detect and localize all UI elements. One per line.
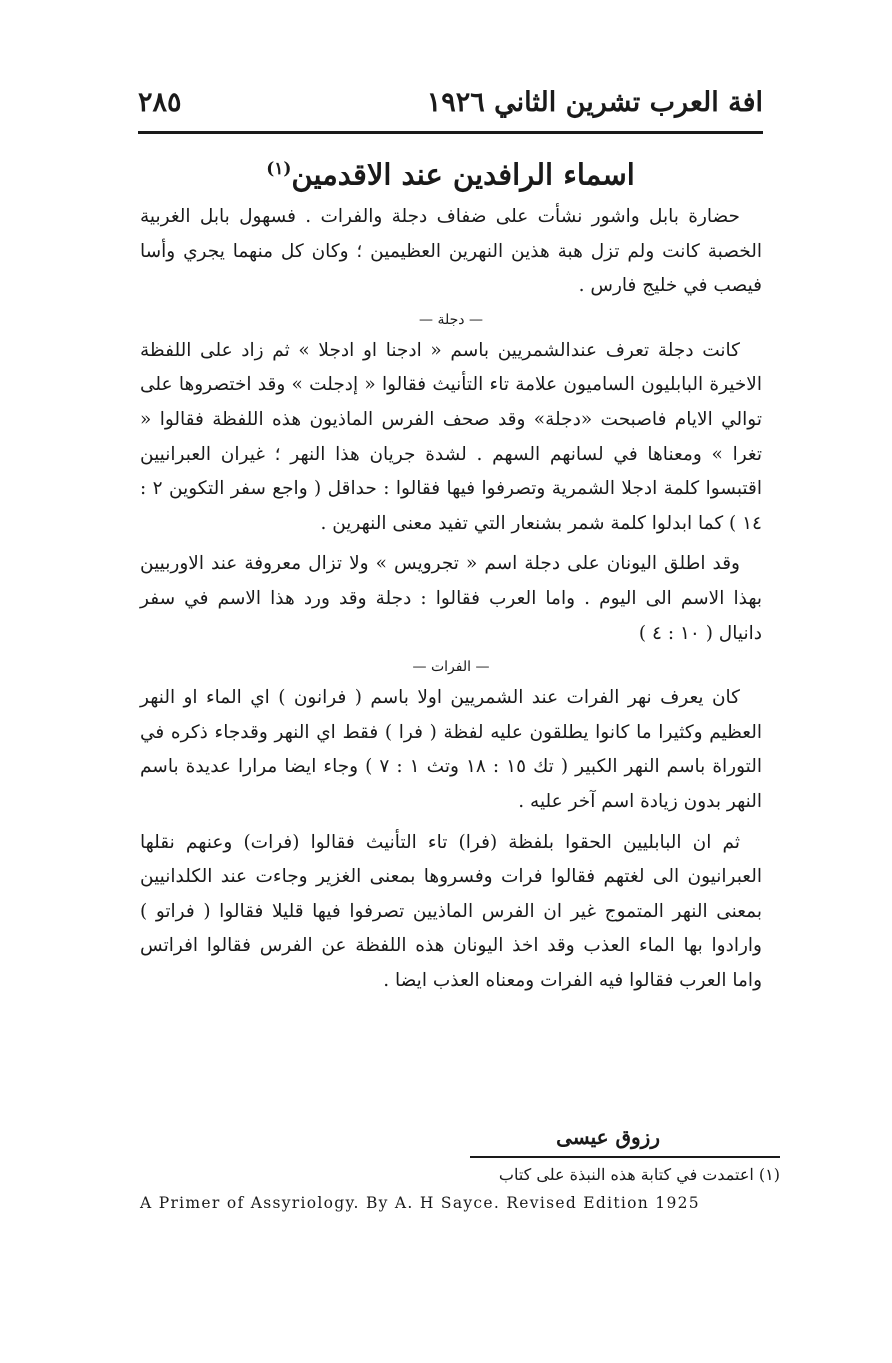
footnote-english: A Primer of Assyriology. By A. H Sayce. Revised Edition 1925 bbox=[140, 1194, 700, 1212]
article-title bbox=[138, 148, 763, 196]
section-heading-dijla: — دجلة — bbox=[419, 311, 483, 328]
dijla-paragraph-1: كانت دجلة تعرف عندالشمريين باسم « ادجنا او ادجلا » ثم زاد على اللفظة الاخيرة البابليون الساميون علامة تاء التأنيث فقالوا « إدجلت » وقد اختصروها على توالي الايام فاصبحت «دجلة» وقد صحف الفرس الماذيون هذه اللفظة فقالوا « تغرا » ومعناها في لسانهم السهم . لشدة جريان هذا النهر ؛ غيران العبرانيين اقتبسوا كلمة ادجلا الشمرية وتصرفوا فيها فقالوا : حداقل ( واجع سفر التكوين ٢ : ١٤ ) كما ابدلوا كلمة شمر بشنعار التي تفيد معنى النهرين . bbox=[140, 339, 762, 534]
furat-paragraph-2: ثم ان البابليين الحقوا بلفظة (فرا) تاء التأنيث فقالوا (فرات) وعنهم نقلها العبرانيون الى لغتهم فقالوا فرات وفسروها بمعنى الغزير وجاءت عند الكلدانيين بمعنى النهر المتموج غير ان الفرس الماذيين تصرفوا فيها قليلا فقالوا ( فراتو ) وارادوا بها الماء العذب وقد اخذ اليونان هذه اللفظة عن الفرس فقالوا افراتس واما العرب فقالوا فيه الفرات ومعناه العذب ايضا . bbox=[140, 831, 762, 991]
author-signature: رزوق عيسى bbox=[556, 1125, 660, 1149]
dijla-paragraph-2: وقد اطلق اليونان على دجلة اسم « تجرويس » ولا تزال معروفة عند الاوربيين بهذا الاسم الى اليوم . واما العرب فقالوا : دجلة وقد ورد هذا الاسم في سفر دانيال ( ١٠ : ٤ ) bbox=[140, 553, 762, 644]
running-title: افة العرب تشرين الثاني ١٩٢٦ bbox=[426, 86, 763, 118]
footnote-arabic: (١) اعتمدت في كتابة هذه النبذة على كتاب bbox=[498, 1165, 780, 1184]
furat-paragraph-1: كان يعرف نهر الفرات عند الشمريين اولا باسم ( فرانون ) اي الماء او النهر العظيم وكثيرا ما كانوا يطلقون عليه لفظة ( فرا ) فقط اي النهر وقدجاء ذكره في التوراة باسم النهر الكبير ( تك ١٥ : ١٨ وتث ١ : ٧ ) وجاء ايضا مرارا عديدة باسم النهر بدون زيادة اسم آخر عليه . bbox=[140, 687, 763, 812]
intro-paragraph: حضارة بابل واشور نشأت على ضفاف دجلة والفرات . فسهول بابل الغربية الخصبة كانت ولم تزل هبة هذين النهرين العظيمين ؛ وكان كل منهما يجري وأسا فيصب في خليج فارس . bbox=[140, 206, 762, 297]
header-rule bbox=[138, 131, 763, 134]
section-heading-furat: — الفرات — bbox=[412, 659, 490, 676]
footnote-rule bbox=[470, 1156, 780, 1158]
article-body bbox=[140, 200, 762, 1004]
title-footnote-marker: (١) bbox=[266, 159, 292, 179]
running-header bbox=[138, 78, 763, 126]
article-title-text: اسماء الرافدين عند الاقدمين bbox=[291, 157, 635, 192]
page-number: ٢٨٥ bbox=[138, 86, 182, 118]
